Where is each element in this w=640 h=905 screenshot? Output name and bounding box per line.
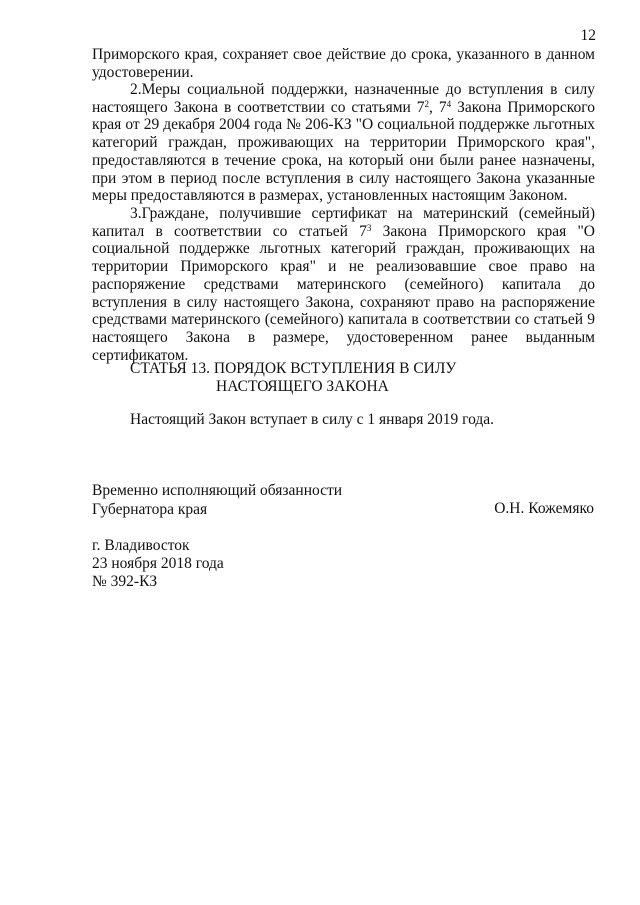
- article-13-heading-line-2: НАСТОЯЩЕГО ЗАКОНА: [216, 378, 389, 395]
- paragraph-2-text-c: Закона Приморского края от 29 декабря 2004 года № 206-КЗ "О социальной поддержке льготных категорий граждан, проживающих на территории Приморского края", предоставляются в течение срока, на который они были ранее назначены, при этом в период после вступления в силу настоящего Закона указанные меры предоставляются в размерах, установленных настоящим Законом.: [92, 98, 595, 205]
- paragraph-continuation-line-1: Приморского края, сохраняет свое действие до срока, указанного в данном: [92, 46, 595, 63]
- page-number: 12: [580, 27, 596, 44]
- paragraph-2-text-a: 2.Меры социальной поддержки, назначенные до вступления в силу настоящего Закона в соответствии со статьями 7: [92, 81, 595, 116]
- paragraph-3-text-b: Закона Приморского края "О социальной поддержке льготных категорий граждан, проживающих на территории Приморского края" и не реализовавшие свое право на распоряжение средствами материнского (семейного) капитала до вступления в силу настоящего Закона, сохраняют право на распоряжение средствами материнского (семейного) капитала в соответствии со статьей 9 настоящего Закона в размере, удостоверенном ранее выданным сертификатом.: [92, 222, 595, 364]
- article-13-heading: [130, 360, 456, 396]
- signatory-position-line-2: Губернатора края: [92, 501, 208, 518]
- signatory-position: [92, 481, 342, 519]
- signing-date: 23 ноября 2018 года: [92, 555, 224, 572]
- article-13-body: Настоящий Закон вступает в силу с 1 января 2019 года.: [130, 411, 495, 428]
- paragraph-3-maternity-capital: [92, 205, 595, 364]
- paragraph-3-superscript-1: 3: [366, 222, 372, 233]
- paragraph-continuation-line-2: удостоверении.: [92, 63, 194, 81]
- paragraph-continuation: [92, 46, 595, 81]
- signatory-position-line-1: Временно исполняющий обязанности: [92, 482, 343, 499]
- place-and-date: [92, 537, 224, 591]
- city: г. Владивосток: [92, 537, 190, 554]
- paragraph-3-text-a: 3.Граждане, получившие сертификат на материнский (семейный) капитал в соответствии со статьей 7: [92, 205, 595, 240]
- article-13-heading-line-1: СТАТЬЯ 13. ПОРЯДОК ВСТУПЛЕНИЯ В СИЛУ: [130, 360, 457, 377]
- paragraph-2-social-support: [92, 81, 595, 205]
- signatory-name: О.Н. Кожемяко: [494, 500, 594, 517]
- paragraph-2-superscript-1: 2: [424, 98, 430, 109]
- paragraph-2-superscript-2: 4: [446, 98, 452, 109]
- paragraph-2-text-b: , 7: [429, 98, 447, 116]
- law-number: № 392-КЗ: [92, 573, 158, 590]
